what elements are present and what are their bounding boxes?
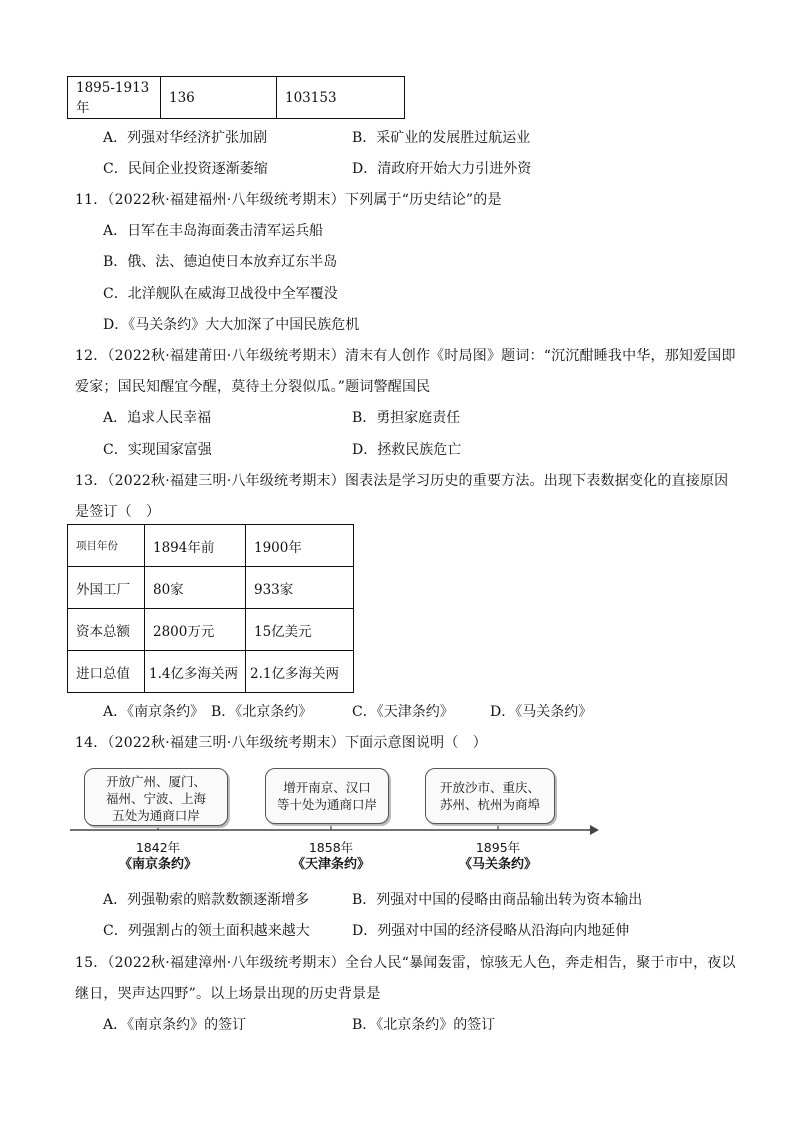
q13-data-table — [67, 524, 354, 693]
q11-option-c[interactable]: C．北洋舰队在威海卫战役中全军覆没 — [103, 286, 338, 302]
timeline-treaty: 《天津条约》 — [291, 857, 370, 872]
q10-option-c[interactable]: C．民间企业投资逐渐萎缩 — [103, 161, 268, 177]
q10-option-a[interactable]: A．列强对华经济扩张加剧 — [103, 130, 268, 146]
top-table-cell: 1895-1913年 — [68, 77, 161, 119]
q11-option-b[interactable]: B．俄、法、德迫使日本放弃辽东半岛 — [103, 254, 338, 270]
q10-option-b[interactable]: B．采矿业的发展胜过航运业 — [352, 130, 531, 146]
q13-stem-line2: 是签订（ ） — [75, 504, 161, 520]
timeline-year: 1858年 — [308, 840, 354, 855]
q12-stem-line2: 爱家；国民知醒宜今醒，莫待土分裂似瓜。”题词警醒国民 — [75, 379, 431, 395]
q12-stem-line1: 12．（2022秋·福建莆田·八年级统考期末）清末有人创作《时局图》题词：“沉沉酣睡我中华，那知爱国即 — [75, 348, 736, 364]
top-table-cell: 103153 — [277, 77, 405, 119]
timeline-year: 1895年 — [475, 840, 521, 855]
q13-table-cell: 933家 — [246, 567, 354, 609]
q13-table-cell: 1.4亿多海关两 — [145, 651, 246, 693]
timeline-treaty: 《南京条约》 — [118, 857, 197, 872]
q15-stem-line2: 继日，哭声达四野”。以上场景出现的历史背景是 — [75, 986, 381, 1002]
q13-option-a[interactable]: A．《南京条约》 — [103, 704, 205, 720]
q12-option-d[interactable]: D．拯救民族危亡 — [352, 442, 462, 458]
q10-option-d[interactable]: D．清政府开始大力引进外资 — [352, 161, 532, 177]
q15-stem-line1: 15．（2022秋·福建漳州·八年级统考期末）全台人民“暴闻轰雷，惊骇无人色，奔走相告，聚于市中，夜以 — [75, 955, 736, 971]
q11-option-a[interactable]: A．日军在丰岛海面袭击清军运兵船 — [103, 223, 324, 239]
q11-option-d[interactable]: D．《马关条约》大大加深了中国民族危机 — [103, 317, 360, 333]
timeline-box-1858: 增开南京、汉口 等十处为通商口岸 — [265, 768, 389, 824]
q13-option-b[interactable]: B．《北京条约》 — [211, 704, 313, 720]
q13-table-cell: 进口总值 — [68, 651, 145, 693]
q13-table-header: 1894年前 — [145, 525, 246, 567]
top-table — [67, 76, 405, 119]
q14-stem: 14．（2022秋·福建三明·八年级统考期末）下面示意图说明（ ） — [75, 735, 487, 751]
q14-option-d[interactable]: D．列强对中国的经济侵略从沿海向内地延伸 — [352, 923, 630, 939]
q13-table-cell: 2800万元 — [145, 609, 246, 651]
timeline-box-1842: 开放广州、厦门、 福州、宁波、上海 五处为通商口岸 — [84, 768, 228, 826]
q13-table-cell: 资本总额 — [68, 609, 145, 651]
q13-option-c[interactable]: C．《天津条约》 — [352, 704, 454, 720]
q13-table-cell: 80家 — [145, 567, 246, 609]
q13-table-cell: 15亿美元 — [246, 609, 354, 651]
q12-option-c[interactable]: C．实现国家富强 — [103, 442, 212, 458]
q11-stem: 11．（2022秋·福建福州·八年级统考期末）下列属于“历史结论”的是 — [75, 192, 502, 208]
q14-option-a[interactable]: A．列强勒索的赔款数额逐渐增多 — [103, 892, 310, 908]
timeline-treaty: 《马关条约》 — [458, 857, 537, 872]
q13-table-header: 项目年份 — [68, 525, 145, 567]
q13-stem-line1: 13．（2022秋·福建三明·八年级统考期末）图表法是学习历史的重要方法。出现下表数据变化的直接原因 — [75, 473, 729, 489]
q13-table-cell: 外国工厂 — [68, 567, 145, 609]
q12-option-a[interactable]: A．追求人民幸福 — [103, 410, 212, 426]
q13-table-header: 1900年 — [246, 525, 354, 567]
q15-option-b[interactable]: B．《北京条约》的签订 — [352, 1017, 496, 1033]
q13-option-d[interactable]: D．《马关条约》 — [490, 704, 593, 720]
timeline-year: 1842年 — [135, 840, 181, 855]
q12-option-b[interactable]: B．勇担家庭责任 — [352, 410, 461, 426]
timeline-box-1895: 开放沙市、重庆、 苏州、杭州为商埠 — [425, 768, 555, 824]
q13-table-cell: 2.1亿多海关两 — [246, 651, 354, 693]
q15-option-a[interactable]: A．《南京条约》的签订 — [103, 1017, 247, 1033]
q14-option-b[interactable]: B．列强对中国的侵略由商品输出转为资本输出 — [352, 892, 643, 908]
q14-option-c[interactable]: C．列强割占的领土面积越来越大 — [103, 923, 310, 939]
top-table-cell: 136 — [161, 77, 277, 119]
